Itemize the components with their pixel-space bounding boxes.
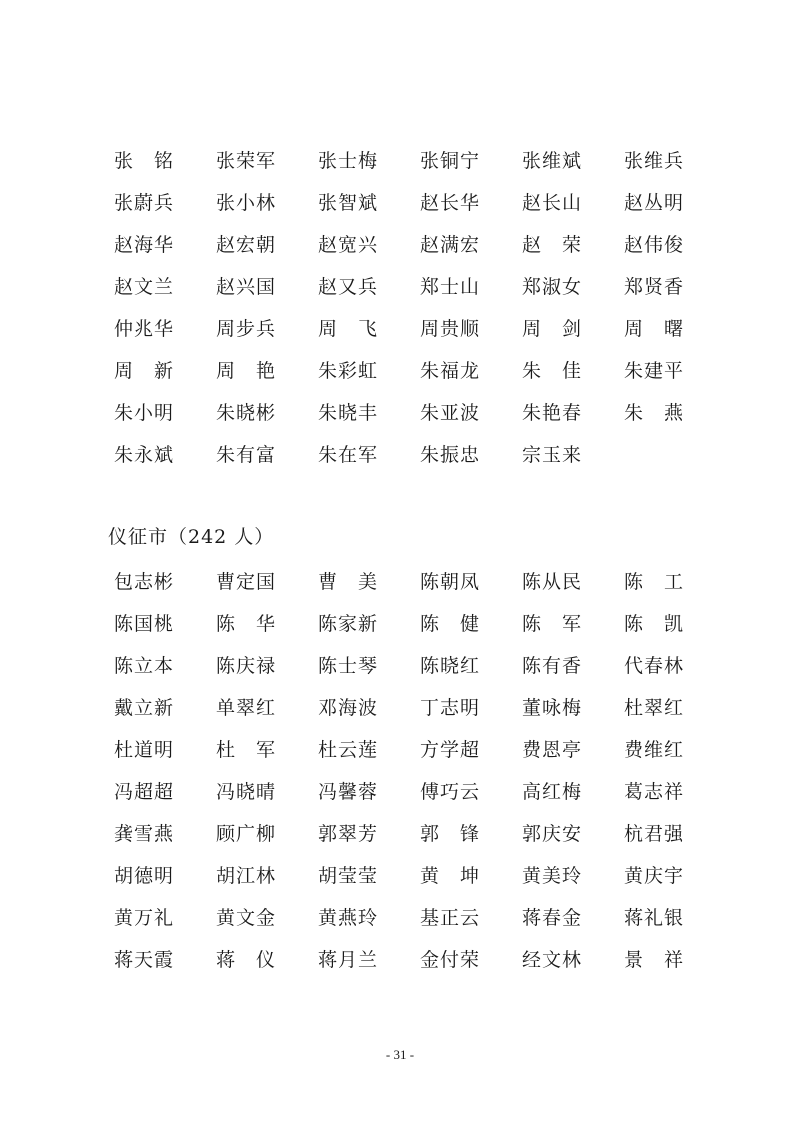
name-entry: 费恩亭 bbox=[522, 739, 583, 761]
name-entry: 黄万礼 bbox=[114, 907, 175, 929]
name-entry: 张小林 bbox=[216, 192, 277, 214]
name-entry: 赵海华 bbox=[114, 234, 175, 256]
name-entry: 陈朝凤 bbox=[420, 571, 481, 593]
name-entry: 丁志明 bbox=[420, 697, 481, 719]
name-entry: 黄庆宇 bbox=[624, 865, 685, 887]
name-entry: 郭 锋 bbox=[420, 823, 481, 845]
name-entry: 冯晓晴 bbox=[216, 781, 277, 803]
name-entry: 张 铭 bbox=[114, 150, 175, 172]
name-entry: 仲兆华 bbox=[114, 318, 175, 340]
name-entry: 周贵顺 bbox=[420, 318, 481, 340]
name-entry: 邓海波 bbox=[318, 697, 379, 719]
name-entry: 黄文金 bbox=[216, 907, 277, 929]
name-entry: 黄燕玲 bbox=[318, 907, 379, 929]
name-entry: 陈 工 bbox=[624, 571, 685, 593]
name-entry: 陈有香 bbox=[522, 655, 583, 677]
name-entry: 赵文兰 bbox=[114, 276, 175, 298]
name-entry: 赵长华 bbox=[420, 192, 481, 214]
name-entry: 冯超超 bbox=[114, 781, 175, 803]
name-entry: 朱 燕 bbox=[624, 402, 685, 424]
name-entry: 周 曙 bbox=[624, 318, 685, 340]
name-entry: 方学超 bbox=[420, 739, 481, 761]
name-entry: 陈晓红 bbox=[420, 655, 481, 677]
name-entry: 包志彬 bbox=[114, 571, 175, 593]
name-entry: 经文林 bbox=[522, 949, 583, 971]
name-entry: 黄美玲 bbox=[522, 865, 583, 887]
name-entry: 代春林 bbox=[624, 655, 685, 677]
name-entry: 张维兵 bbox=[624, 150, 685, 172]
name-entry: 董咏梅 bbox=[522, 697, 583, 719]
name-entry: 杜道明 bbox=[114, 739, 175, 761]
name-entry: 周步兵 bbox=[216, 318, 277, 340]
name-entry: 张士梅 bbox=[318, 150, 379, 172]
name-entry: 胡莹莹 bbox=[318, 865, 379, 887]
name-entry: 赵又兵 bbox=[318, 276, 379, 298]
name-entry: 基正云 bbox=[420, 907, 481, 929]
name-entry: 赵伟俊 bbox=[624, 234, 685, 256]
name-entry: 金付荣 bbox=[420, 949, 481, 971]
name-entry: 杭君强 bbox=[624, 823, 685, 845]
name-grid-continued bbox=[114, 140, 726, 476]
name-entry: 单翠红 bbox=[216, 697, 277, 719]
name-entry: 陈 华 bbox=[216, 613, 277, 635]
name-entry: 朱小明 bbox=[114, 402, 175, 424]
name-entry: 赵长山 bbox=[522, 192, 583, 214]
name-entry: 陈立本 bbox=[114, 655, 175, 677]
name-entry: 周 新 bbox=[114, 360, 175, 382]
name-entry: 朱 佳 bbox=[522, 360, 583, 382]
name-entry: 陈 军 bbox=[522, 613, 583, 635]
name-entry: 冯馨蓉 bbox=[318, 781, 379, 803]
name-entry: 赵满宏 bbox=[420, 234, 481, 256]
name-entry: 朱振忠 bbox=[420, 444, 481, 466]
name-entry: 郭庆安 bbox=[522, 823, 583, 845]
name-entry: 陈 凯 bbox=[624, 613, 685, 635]
name-grid-yizheng bbox=[114, 561, 726, 981]
name-entry: 傅巧云 bbox=[420, 781, 481, 803]
name-entry: 张智斌 bbox=[318, 192, 379, 214]
name-entry: 陈国桃 bbox=[114, 613, 175, 635]
name-entry: 陈从民 bbox=[522, 571, 583, 593]
name-entry: 宗玉来 bbox=[522, 444, 583, 466]
name-entry: 费维红 bbox=[624, 739, 685, 761]
name-entry: 杜云莲 bbox=[318, 739, 379, 761]
name-entry: 陈士琴 bbox=[318, 655, 379, 677]
name-entry: 张蔚兵 bbox=[114, 192, 175, 214]
name-entry: 胡江林 bbox=[216, 865, 277, 887]
name-entry: 朱建平 bbox=[624, 360, 685, 382]
name-entry: 张维斌 bbox=[522, 150, 583, 172]
name-entry: 赵 荣 bbox=[522, 234, 583, 256]
name-entry: 陈家新 bbox=[318, 613, 379, 635]
name-entry: 朱晓彬 bbox=[216, 402, 277, 424]
name-entry: 赵兴国 bbox=[216, 276, 277, 298]
name-entry: 景 祥 bbox=[624, 949, 685, 971]
name-entry: 陈 健 bbox=[420, 613, 481, 635]
name-entry: 郭翠芳 bbox=[318, 823, 379, 845]
name-entry: 陈庆禄 bbox=[216, 655, 277, 677]
name-entry: 朱在军 bbox=[318, 444, 379, 466]
name-entry: 黄 坤 bbox=[420, 865, 481, 887]
name-entry: 周 飞 bbox=[318, 318, 379, 340]
name-entry: 杜 军 bbox=[216, 739, 277, 761]
name-entry: 郑淑女 bbox=[522, 276, 583, 298]
name-entry: 朱彩虹 bbox=[318, 360, 379, 382]
name-entry: 蒋春金 bbox=[522, 907, 583, 929]
name-entry: 蒋月兰 bbox=[318, 949, 379, 971]
page-number: - 31 - bbox=[385, 1047, 415, 1062]
name-entry: 赵宏朝 bbox=[216, 234, 277, 256]
name-entry: 张铜宁 bbox=[420, 150, 481, 172]
name-entry: 朱福龙 bbox=[420, 360, 481, 382]
name-entry: 龚雪燕 bbox=[114, 823, 175, 845]
name-entry: 高红梅 bbox=[522, 781, 583, 803]
name-entry: 朱艳春 bbox=[522, 402, 583, 424]
name-entry: 郑贤香 bbox=[624, 276, 685, 298]
name-entry: 朱有富 bbox=[216, 444, 277, 466]
name-entry: 顾广柳 bbox=[216, 823, 277, 845]
name-entry: 赵宽兴 bbox=[318, 234, 379, 256]
name-entry: 周 艳 bbox=[216, 360, 277, 382]
name-entry: 曹定国 bbox=[216, 571, 277, 593]
name-entry: 朱永斌 bbox=[114, 444, 175, 466]
name-entry: 蒋礼银 bbox=[624, 907, 685, 929]
name-entry: 朱亚波 bbox=[420, 402, 481, 424]
section-heading-yizheng: 仪征市（242 人） bbox=[108, 526, 275, 548]
name-entry: 葛志祥 bbox=[624, 781, 685, 803]
name-entry: 曹 美 bbox=[318, 571, 379, 593]
name-entry: 蒋天霞 bbox=[114, 949, 175, 971]
name-entry: 杜翠红 bbox=[624, 697, 685, 719]
name-entry: 蒋 仪 bbox=[216, 949, 277, 971]
name-entry: 赵丛明 bbox=[624, 192, 685, 214]
name-entry: 胡德明 bbox=[114, 865, 175, 887]
name-entry: 张荣军 bbox=[216, 150, 277, 172]
name-entry: 郑士山 bbox=[420, 276, 481, 298]
name-entry: 戴立新 bbox=[114, 697, 175, 719]
name-entry: 周 剑 bbox=[522, 318, 583, 340]
name-entry: 朱晓丰 bbox=[318, 402, 379, 424]
